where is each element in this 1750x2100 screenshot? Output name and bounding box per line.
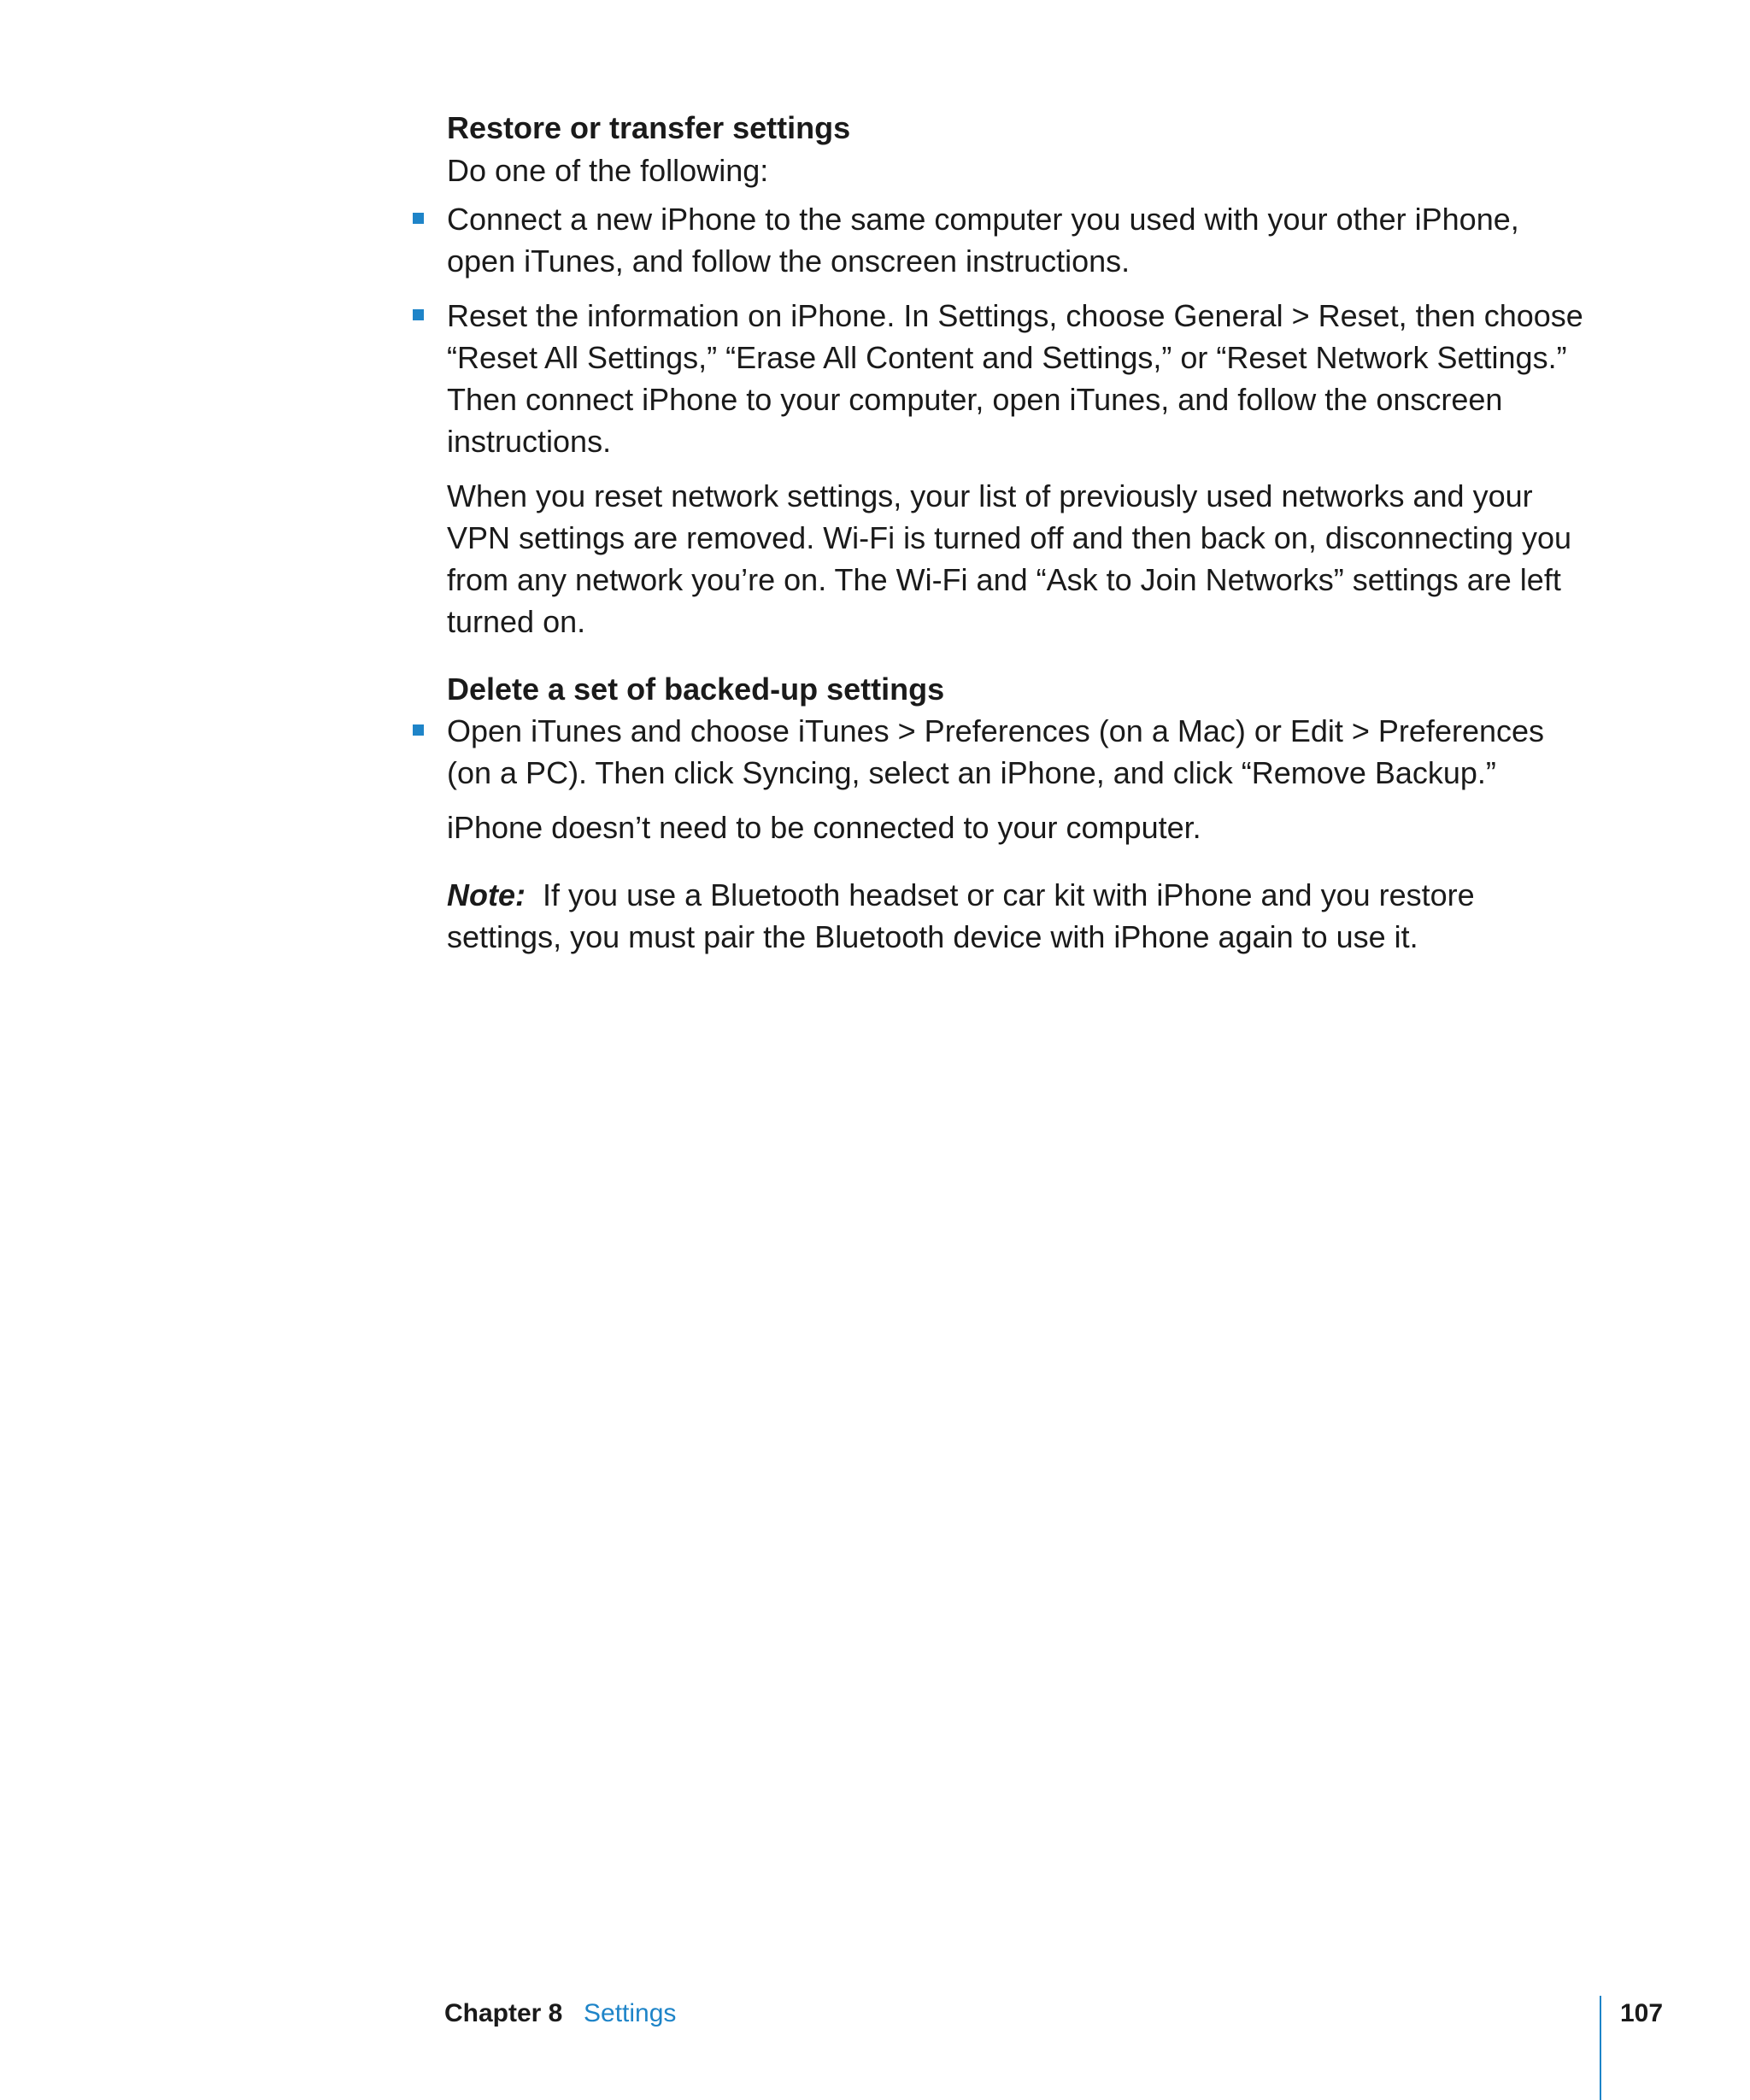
footer-chapter: Chapter 8 [444, 1999, 563, 2027]
section-heading-restore: Restore or transfer settings [447, 110, 851, 145]
page-number: 107 [1620, 1999, 1664, 2027]
footer-divider [1600, 1996, 1601, 2100]
list-item-text: Open iTunes and choose iTunes > Preferences (on a Mac) or Edit > Preferences (on a PC). Then click Syncing, select an iPhone, and click “Remove Backup.” [447, 713, 1545, 790]
list-item-text: Reset the information on iPhone. In Settings, choose General > Reset, then choose “Reset All Settings,” “Erase All Content and Settings,” or “Reset Network Settings.” Then connect iPhone to your computer, open iTunes, and follow the onscreen instructions. [447, 298, 1583, 459]
list-item-text: Connect a new iPhone to the same computer you used with your other iPhone, open iTunes, and follow the onscreen instructions. [447, 202, 1519, 279]
page-content [447, 107, 1592, 958]
note-label: Note: [447, 877, 526, 912]
bullet-square-icon [413, 724, 424, 736]
network-reset-note: When you reset network settings, your list of previously used networks and your VPN settings are removed. Wi-Fi is turned off and then back on, disconnecting you from any network you’re on. The Wi-Fi and “Ask to Join Networks” settings are left turned on. [447, 478, 1572, 639]
page-footer [444, 1996, 1664, 2100]
footer-section-title: Settings [584, 1999, 677, 2027]
note-paragraph [447, 874, 1592, 958]
section-heading-delete-backup: Delete a set of backed-up settings [447, 672, 945, 707]
list-item [447, 198, 1592, 282]
list-item [447, 295, 1592, 462]
intro-text: Do one of the following: [447, 153, 769, 188]
list-item [447, 710, 1592, 794]
followup-text: iPhone doesn’t need to be connected to your computer. [447, 810, 1201, 845]
bullet-square-icon [413, 213, 424, 224]
bullet-square-icon [413, 309, 424, 320]
note-text: If you use a Bluetooth headset or car kit with iPhone and you restore settings, you must pair the Bluetooth device with iPhone again to use it. [447, 877, 1475, 954]
